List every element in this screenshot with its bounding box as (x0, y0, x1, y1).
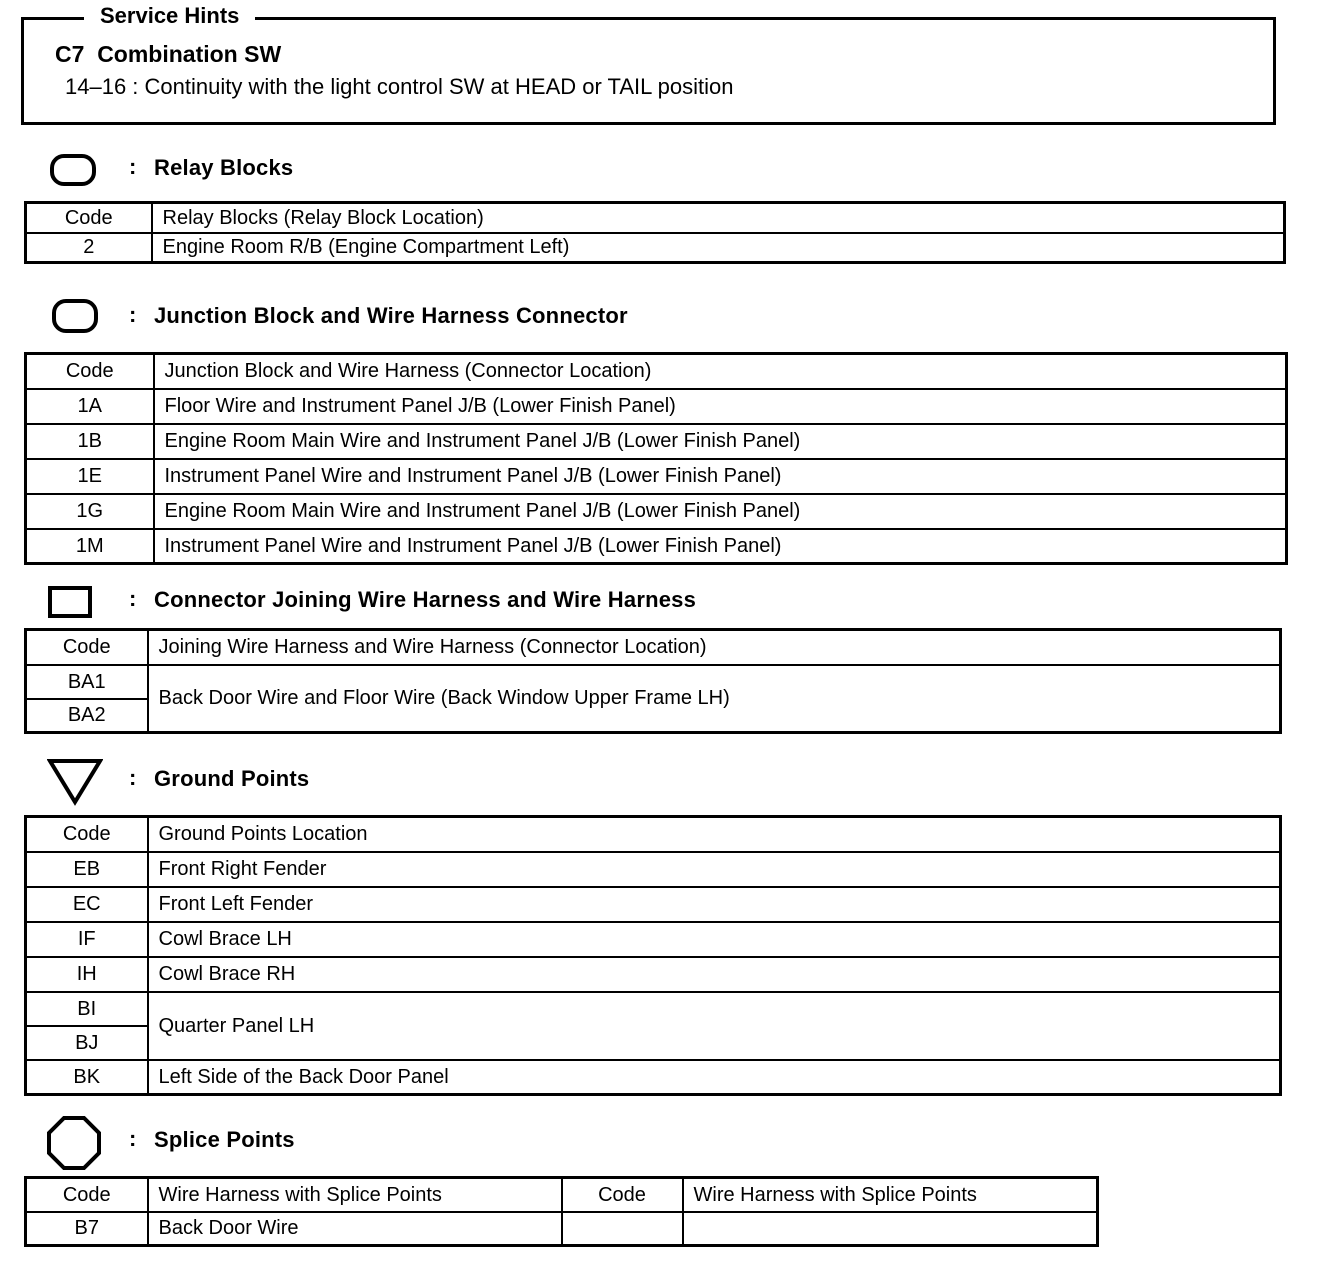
section-colon: : (129, 302, 137, 327)
row-desc: Engine Room R/B (Engine Compartment Left) (152, 233, 1285, 263)
table-row (26, 665, 1281, 699)
table-header-row (26, 203, 1285, 233)
row-code: 1E (26, 459, 154, 494)
component-name: Combination SW (97, 41, 282, 67)
section-colon: : (129, 154, 137, 179)
row-desc: Back Door Wire (148, 1212, 562, 1246)
row-code: BJ (26, 1026, 148, 1060)
table-row (26, 852, 1281, 887)
row-desc: Floor Wire and Instrument Panel J/B (Lower Finish Panel) (154, 389, 1287, 424)
connectors-title: Connector Joining Wire Harness and Wire Harness (154, 587, 697, 612)
row-code: BA2 (26, 699, 148, 733)
ground-point-symbol-icon (47, 758, 103, 806)
row-code: EC (26, 887, 148, 922)
junction-blocks-table (24, 352, 1288, 565)
header-desc: Junction Block and Wire Harness (Connector Location) (154, 354, 1287, 389)
row-code: 1M (26, 529, 154, 564)
table-header-row (26, 817, 1281, 852)
table-row (26, 992, 1281, 1026)
table-header-row (26, 354, 1287, 389)
ground-points-title: Ground Points (154, 766, 310, 791)
row-code: EB (26, 852, 148, 887)
ground-points-table (24, 815, 1282, 1096)
table-row (26, 459, 1287, 494)
table-row (26, 1060, 1281, 1095)
row-code: BK (26, 1060, 148, 1095)
service-hints-legend: Service Hints (84, 2, 255, 30)
component-code: C7 (55, 41, 85, 67)
header-desc: Ground Points Location (148, 817, 1281, 852)
header-code: Code (26, 354, 154, 389)
header-code: Code (26, 817, 148, 852)
table-row (26, 494, 1287, 529)
header-desc-2: Wire Harness with Splice Points (683, 1178, 1098, 1212)
header-desc: Relay Blocks (Relay Block Location) (152, 203, 1285, 233)
table-row (26, 389, 1287, 424)
row-code: BI (26, 992, 148, 1026)
row-desc: Cowl Brace LH (148, 922, 1281, 957)
relay-block-symbol-icon (50, 154, 96, 186)
section-colon: : (129, 1126, 137, 1151)
section-colon: : (129, 765, 137, 790)
row-code-2 (562, 1212, 683, 1246)
row-desc: Front Left Fender (148, 887, 1281, 922)
row-code: 1G (26, 494, 154, 529)
row-desc: Engine Room Main Wire and Instrument Panel J/B (Lower Finish Panel) (154, 494, 1287, 529)
row-code: IF (26, 922, 148, 957)
table-row (26, 887, 1281, 922)
table-row (26, 233, 1285, 263)
row-desc: Instrument Panel Wire and Instrument Panel J/B (Lower Finish Panel) (154, 459, 1287, 494)
row-desc: Front Right Fender (148, 852, 1281, 887)
row-code: IH (26, 957, 148, 992)
table-row (26, 922, 1281, 957)
splice-points-title: Splice Points (154, 1127, 295, 1152)
junction-block-symbol-icon (52, 299, 98, 333)
row-code: 2 (26, 233, 152, 263)
table-header-row (26, 630, 1281, 665)
row-code: BA1 (26, 665, 148, 699)
row-code: B7 (26, 1212, 148, 1246)
header-code: Code (26, 203, 152, 233)
row-desc: Left Side of the Back Door Panel (148, 1060, 1281, 1095)
table-row (26, 529, 1287, 564)
relay-blocks-title: Relay Blocks (154, 155, 294, 180)
junction-blocks-title: Junction Block and Wire Harness Connector (154, 303, 628, 328)
row-desc: Engine Room Main Wire and Instrument Panel J/B (Lower Finish Panel) (154, 424, 1287, 459)
row-desc: Quarter Panel LH (148, 992, 1281, 1060)
service-hints-component (55, 40, 281, 68)
relay-blocks-table (24, 201, 1286, 264)
header-code: Code (26, 630, 148, 665)
row-code: 1B (26, 424, 154, 459)
table-row (26, 424, 1287, 459)
splice-points-table (24, 1176, 1099, 1247)
table-header-row (26, 1178, 1098, 1212)
header-desc: Joining Wire Harness and Wire Harness (Connector Location) (148, 630, 1281, 665)
table-row (26, 1212, 1098, 1246)
header-desc: Wire Harness with Splice Points (148, 1178, 562, 1212)
header-code: Code (26, 1178, 148, 1212)
header-code-2: Code (562, 1178, 683, 1212)
section-colon: : (129, 586, 137, 611)
table-row (26, 957, 1281, 992)
connectors-table (24, 628, 1282, 734)
row-code: 1A (26, 389, 154, 424)
row-desc-2 (683, 1212, 1098, 1246)
connector-symbol-icon (48, 586, 92, 618)
service-hints-detail: 14–16 : Continuity with the light control SW at HEAD or TAIL position (65, 74, 734, 99)
service-hints-box (21, 17, 1276, 125)
splice-point-symbol-icon (46, 1115, 102, 1171)
row-desc: Cowl Brace RH (148, 957, 1281, 992)
row-desc: Instrument Panel Wire and Instrument Panel J/B (Lower Finish Panel) (154, 529, 1287, 564)
row-desc: Back Door Wire and Floor Wire (Back Window Upper Frame LH) (148, 665, 1281, 733)
